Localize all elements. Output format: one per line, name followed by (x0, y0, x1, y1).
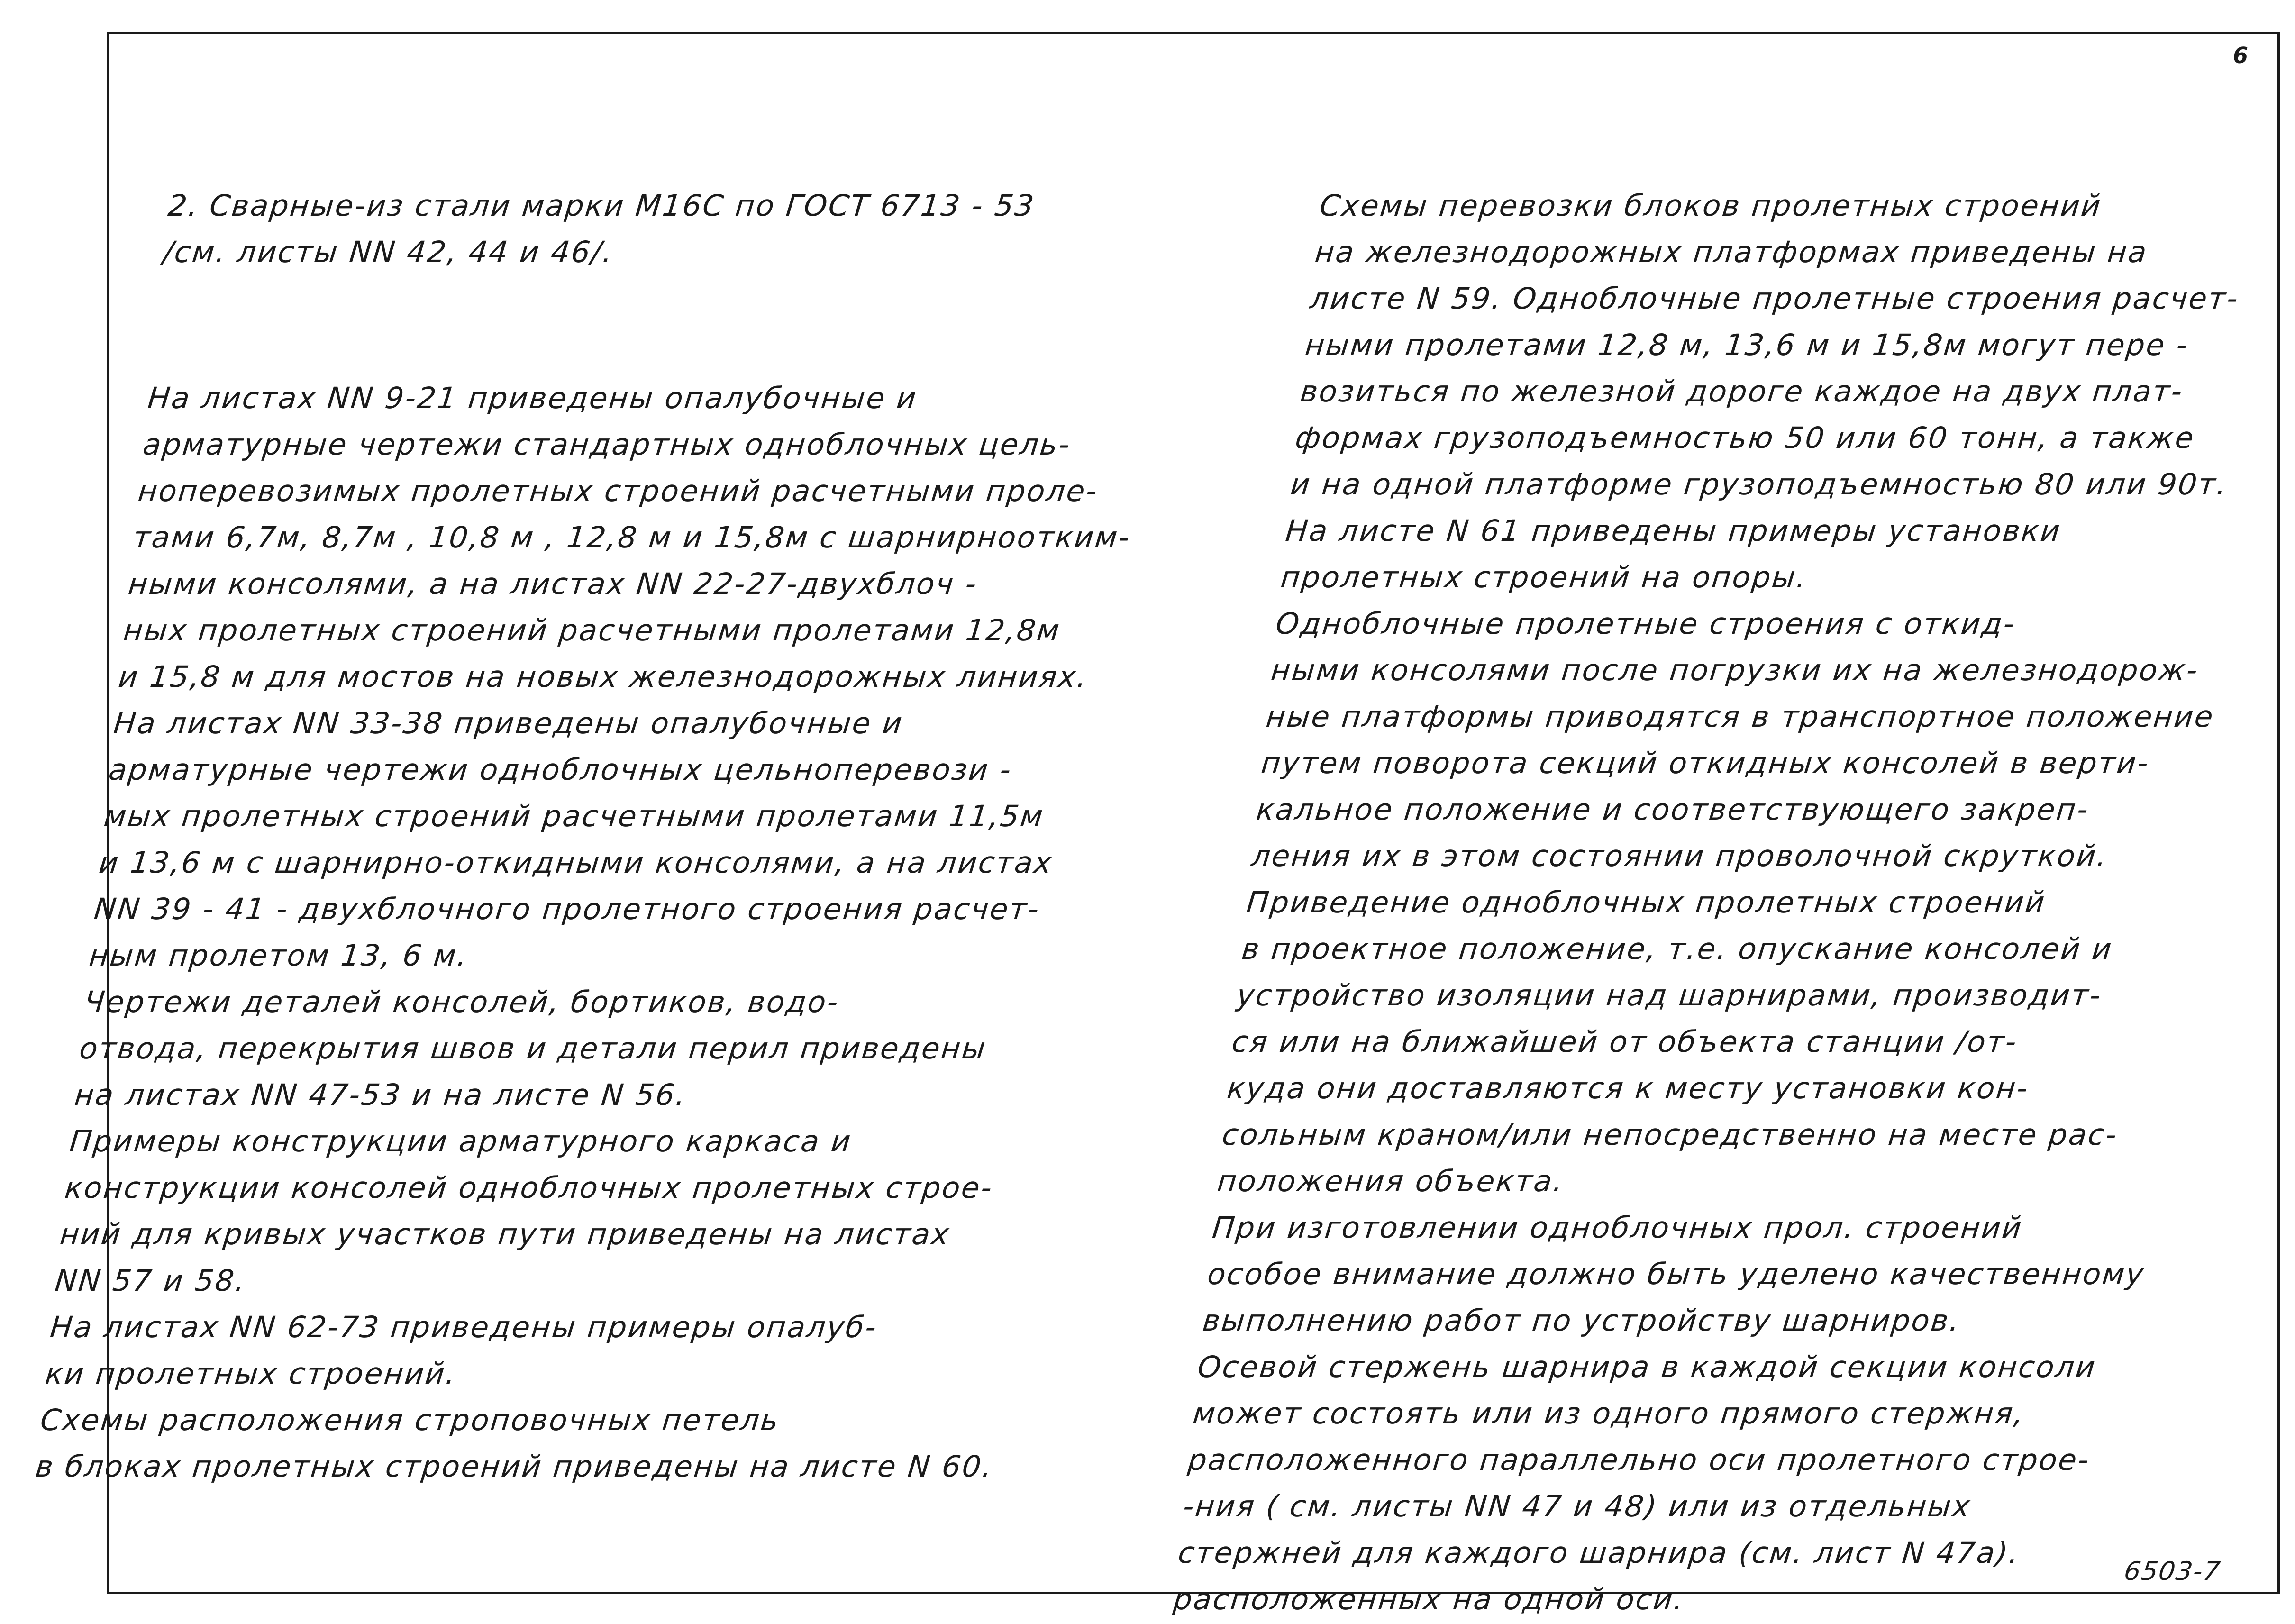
text-line: листе N 59. Одноблочные пролетные строения расчет- (1308, 281, 2241, 316)
text-line: конструкции консолей одноблочных пролетных строе- (63, 1170, 995, 1205)
text-line: ными консолями, а на листах NN 22-27-двухблоч - (127, 566, 980, 601)
left-column (33, 182, 1133, 1490)
text-line: отвода, перекрытия швов и детали перил приведены (78, 1031, 989, 1066)
text-line: и 13,6 м с шарнирно-откидными консолями, а на листах (97, 845, 1055, 880)
text-line: на листах NN 47-53 и на листе N 56. (73, 1077, 689, 1112)
text-line: Схемы перевозки блоков пролетных строений (1318, 188, 2104, 223)
text-line: При изготовлении одноблочных прол. строений (1211, 1210, 2025, 1245)
text-line: возиться по железной дороге каждое на двух плат- (1298, 374, 2186, 409)
text-line: может состоять или из одного прямого стержня, (1191, 1396, 2027, 1431)
text-line: расположенного параллельно оси пролетного строе- (1186, 1442, 2092, 1477)
note-line: 2. Сварные-из стали марки М16С по ГОСТ 6713 - 53 (166, 188, 1037, 223)
text-line: стержней для каждого шарнира (см. лист N 47а). (1176, 1535, 2022, 1570)
text-line: и на одной платформе грузоподъемностью 80 или 90т. (1289, 467, 2230, 502)
text-line: Осевой стержень шарнира в каждой секции консоли (1196, 1350, 2098, 1384)
text-line: тами 6,7м, 8,7м , 10,8 м , 12,8 м и 15,8м с шарнирноотким- (131, 520, 1133, 555)
text-line: и 15,8 м для мостов на новых железнодорожных линиях. (117, 659, 1090, 694)
text-line: ки пролетных строений. (44, 1356, 459, 1391)
text-line: кальное положение и соответствующего закреп- (1255, 792, 2091, 827)
text-line: На листах NN 9-21 приведены опалубочные и (146, 381, 920, 415)
text-line: арматурные чертежи одноблочных цельноперевози - (107, 752, 1014, 787)
text-line: мых пролетных строений расчетными пролетами 11,5м (102, 799, 1046, 833)
document-code: 6503-7 (2122, 1556, 2223, 1586)
text-line: ления их в этом состоянии проволочной скруткой. (1249, 839, 2110, 873)
text-line: ся или на ближайшей от объекта станции /от- (1230, 1024, 2020, 1059)
text-line: -ния ( см. листы NN 47 и 48) или из отдельных (1181, 1489, 1973, 1524)
text-line: ных пролетных строений расчетными пролетами 12,8м (121, 613, 1063, 648)
text-line: Чертежи деталей консолей, бортиков, водо- (82, 985, 841, 1019)
text-line: NN 39 - 41 - двухблочного пролетного строения расчет- (92, 892, 1042, 926)
text-line: пролетных строений на опоры. (1279, 560, 1810, 594)
text-line: путем поворота секций откидных консолей в верти- (1259, 746, 2151, 780)
text-line: ным пролетом 13, 6 м. (87, 938, 470, 973)
text-line: ные платформы приводятся в транспортное положение (1264, 699, 2216, 734)
note-line: /см. листы NN 42, 44 и 46/. (161, 235, 616, 269)
text-line: расположенных на одной оси. (1172, 1582, 1687, 1616)
text-line: в проектное положение, т.е. опускание консолей и (1240, 931, 2115, 966)
text-line: арматурные чертежи стандартных одноблочных цель- (141, 427, 1073, 462)
text-line: сольным краном/или непосредственно на месте рас- (1220, 1117, 2120, 1152)
text-line: в блоках пролетных строений приведены на листе N 60. (34, 1449, 995, 1484)
text-line: NN 57 и 58. (53, 1263, 248, 1298)
text-line: На листах NN 33-38 приведены опалубочные и (112, 706, 905, 740)
spacer (150, 275, 1071, 375)
page-number: 6 (2232, 43, 2248, 68)
text-line: ными консолями после погрузки их на железнодорож- (1269, 653, 2201, 687)
text-line: на железнодорожных платформах приведены на (1313, 235, 2150, 269)
text-line: куда они доставляются к месту установки кон- (1225, 1071, 2031, 1105)
text-line: Одноблочные пролетные строения с откид- (1274, 606, 2018, 641)
text-line: Схемы расположения строповочных петель (38, 1403, 782, 1437)
text-line: Примеры конструкции арматурного каркаса и (68, 1124, 854, 1159)
text-line: особое внимание должно быть уделено качественному (1206, 1257, 2147, 1291)
text-line: На листах NN 62-73 приведены примеры опалуб- (48, 1310, 879, 1344)
text-line: ноперевозимых пролетных строений расчетными проле- (136, 474, 1100, 508)
text-line: выполнению работ по устройству шарниров. (1201, 1303, 1963, 1338)
text-line: формах грузоподъемностью 50 или 60 тонн, а также (1293, 420, 2197, 455)
text-line: ний для кривых участков пути приведены на листах (58, 1217, 952, 1251)
text-line: Приведение одноблочных пролетных строений (1245, 885, 2048, 920)
right-column (1171, 182, 2241, 1623)
text-line: ными пролетами 12,8 м, 13,6 м и 15,8м могут пере - (1303, 328, 2191, 362)
text-line: положения объекта. (1215, 1164, 1566, 1198)
text-line: На листе N 61 приведены примеры установки (1284, 513, 2063, 548)
text-line: устройство изоляции над шарнирами, производит- (1235, 978, 2104, 1013)
